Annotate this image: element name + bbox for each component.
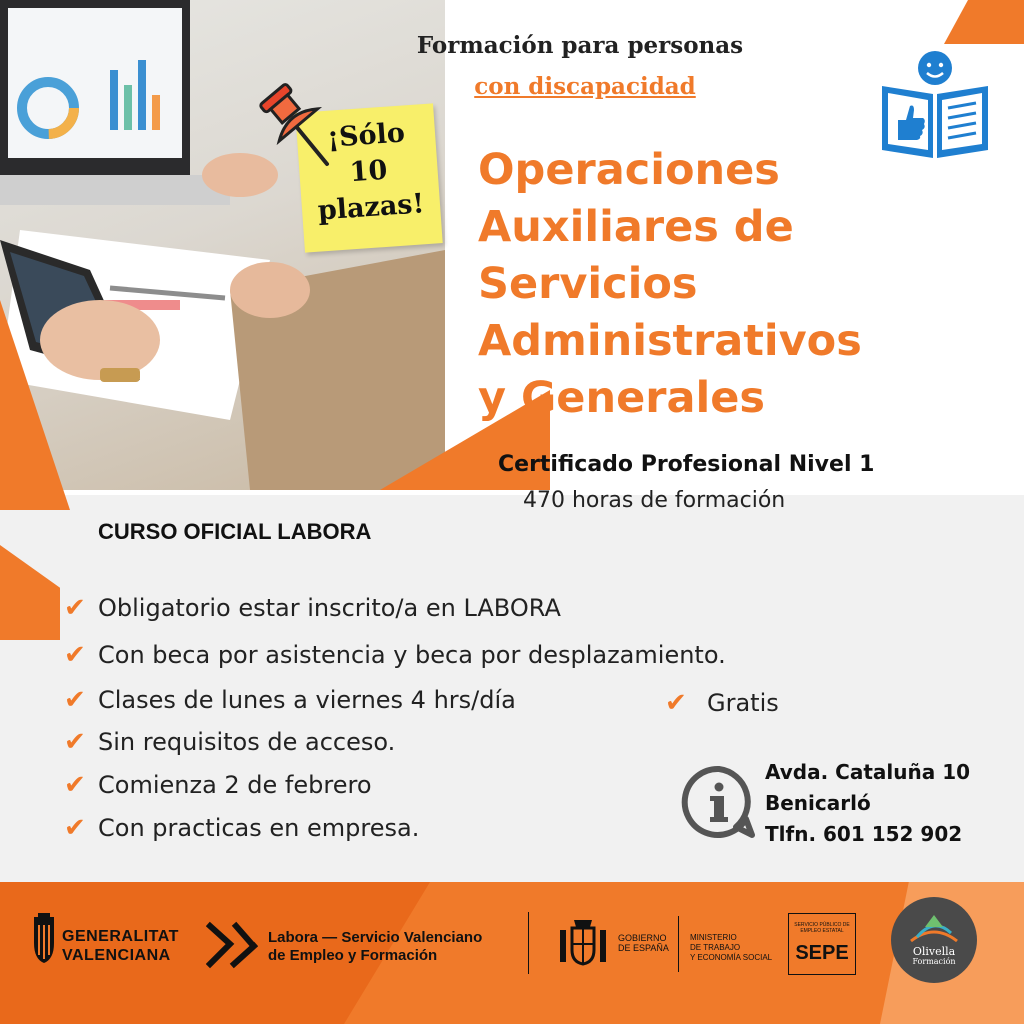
list-item bbox=[64, 813, 419, 843]
list-item bbox=[64, 640, 726, 670]
labora-line2: de Empleo y Formación bbox=[268, 947, 438, 964]
title-line1: Operaciones bbox=[478, 145, 780, 195]
check-icon: ✔ bbox=[64, 640, 86, 670]
list-item-text: Con beca por asistencia y beca por desplazamiento. bbox=[98, 641, 726, 669]
gv-line2: VALENCIANA bbox=[62, 947, 171, 964]
list-item bbox=[64, 770, 372, 800]
course-type: CURSO OFICIAL LABORA bbox=[98, 519, 372, 544]
check-icon: ✔ bbox=[64, 685, 86, 715]
contact-address: Avda. Cataluña 10 bbox=[765, 760, 971, 784]
divider bbox=[528, 912, 529, 974]
olivella-text bbox=[891, 947, 977, 967]
postit-line2: 10 bbox=[348, 154, 389, 189]
title-line2: Auxiliares de bbox=[478, 202, 794, 252]
check-icon: ✔ bbox=[64, 727, 86, 757]
course-title bbox=[478, 142, 1008, 427]
check-icon: ✔ bbox=[64, 770, 86, 800]
check-icon: ✔ bbox=[64, 593, 86, 623]
contact-city: Benicarló bbox=[765, 791, 871, 815]
olivella-line1: Olivella bbox=[912, 945, 956, 958]
training-hours: 470 horas de formación bbox=[523, 488, 786, 513]
pushpin-icon bbox=[255, 80, 335, 170]
list-item-text: Clases de lunes a viernes 4 hrs/día bbox=[98, 686, 516, 714]
check-icon: ✔ bbox=[64, 813, 86, 843]
kicker-line2: con discapacidad bbox=[474, 73, 696, 100]
sepe-logo bbox=[788, 913, 856, 975]
kicker-line1: Formación para personas bbox=[416, 32, 744, 59]
list-item-text: Comienza 2 de febrero bbox=[98, 771, 372, 799]
orange-corner-top-right bbox=[944, 0, 1024, 44]
sepe-big-text: SEPE bbox=[795, 942, 849, 964]
contact-phone: Tlfn. 601 152 902 bbox=[765, 822, 963, 846]
gv-line1: GENERALITAT bbox=[62, 928, 179, 945]
ministerio-logo bbox=[690, 933, 772, 963]
min-line2: DE TRABAJO bbox=[690, 943, 741, 952]
spain-coat-of-arms-icon bbox=[558, 918, 608, 968]
list-item bbox=[64, 727, 395, 757]
gob-line1: GOBIERNO bbox=[618, 933, 667, 943]
labora-line1: Labora — Servicio Valenciano bbox=[268, 929, 483, 946]
list-item bbox=[64, 593, 561, 623]
sepe-small-text: SERVICIO PÚBLICO DE EMPLEO ESTATAL bbox=[794, 922, 850, 934]
list-item-text: Obligatorio estar inscrito/a en LABORA bbox=[98, 594, 561, 622]
olivella-mark-icon bbox=[891, 897, 977, 983]
title-line4: Administrativos bbox=[478, 316, 862, 366]
info-icon bbox=[680, 763, 758, 843]
title-line3: Servicios bbox=[478, 259, 698, 309]
list-item bbox=[64, 685, 516, 715]
olivella-line2: Formación bbox=[912, 957, 956, 966]
coat-of-arms-icon bbox=[30, 913, 58, 965]
min-line3: Y ECONOMÍA SOCIAL bbox=[690, 953, 773, 962]
gob-line2: DE ESPAÑA bbox=[618, 943, 669, 953]
contact-info bbox=[765, 757, 970, 850]
postit-line3: plazas! bbox=[316, 188, 426, 227]
labora-logo bbox=[268, 929, 482, 965]
gratis-text: Gratis bbox=[707, 689, 779, 717]
labora-logo-icon bbox=[206, 920, 258, 970]
title-line5: y Generales bbox=[478, 373, 765, 423]
certificate-level: Certificado Profesional Nivel 1 bbox=[498, 452, 875, 477]
divider bbox=[678, 916, 679, 972]
generalitat-logo bbox=[62, 927, 179, 965]
postit-line1: ¡Sólo bbox=[326, 117, 406, 154]
olivella-logo bbox=[891, 897, 977, 983]
list-item-text: Con practicas en empresa. bbox=[98, 814, 420, 842]
list-item-text: Sin requisitos de acceso. bbox=[98, 728, 396, 756]
min-line1: MINISTERIO bbox=[690, 933, 737, 942]
gobierno-logo bbox=[618, 933, 669, 953]
gratis-item bbox=[665, 688, 779, 718]
check-icon: ✔ bbox=[665, 688, 687, 718]
